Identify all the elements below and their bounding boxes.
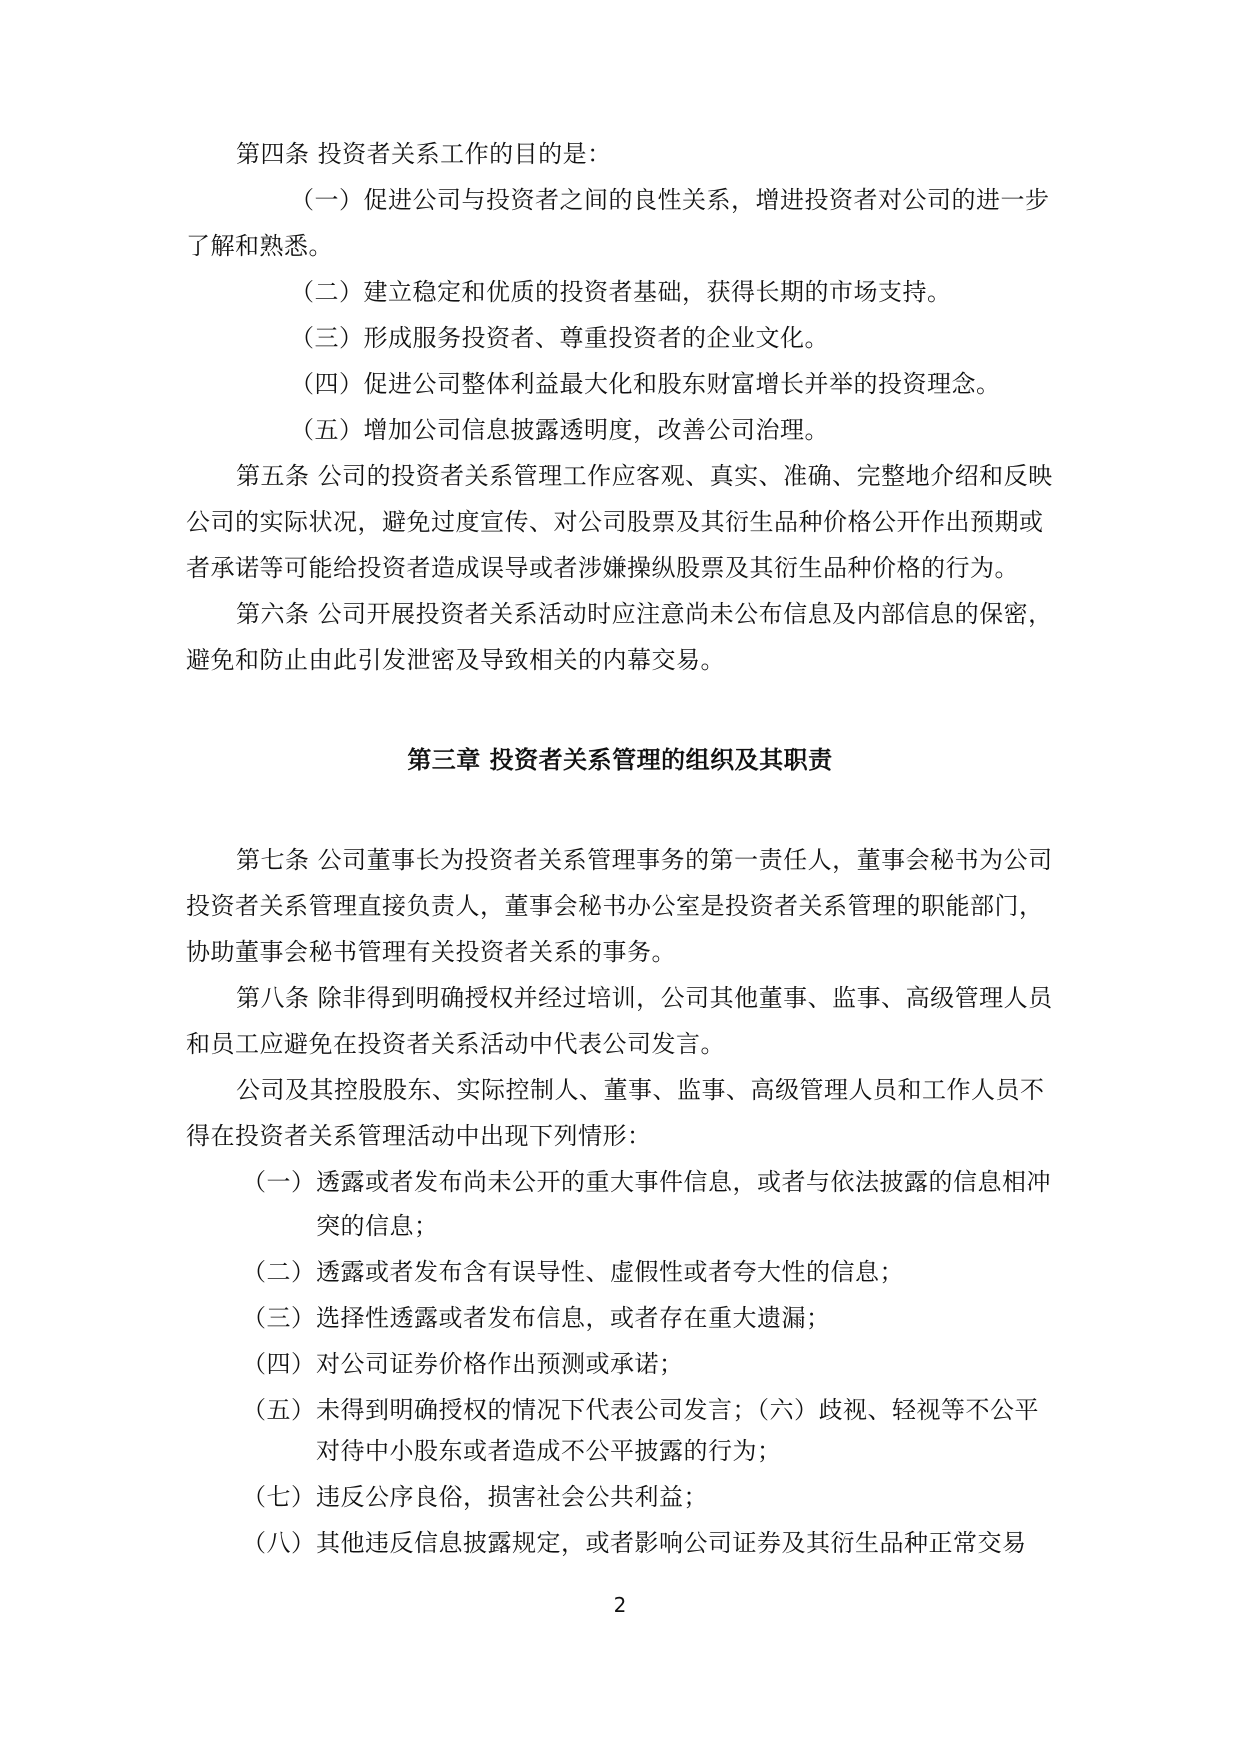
prohibition-item-number: （七）	[242, 1483, 316, 1511]
article8-line1: 第八条 除非得到明确授权并经过培训，公司其他董事、监事、高级管理人员	[236, 984, 1053, 1012]
prohibition-item-text: 透露或者发布尚未公开的重大事件信息，或者与依法披露的信息相冲	[316, 1168, 1051, 1196]
article4-item2: （二）建立稳定和优质的投资者基础，获得长期的市场支持。	[290, 278, 952, 306]
prohibition-item-text: 对公司证券价格作出预测或承诺；	[316, 1350, 684, 1378]
article4-item1-line2: 了解和熟悉。	[186, 232, 333, 260]
prohibition-item-text: 违反公序良俗，损害社会公共利益；	[316, 1483, 708, 1511]
article4-item5: （五）增加公司信息披露透明度，改善公司治理。	[290, 416, 829, 444]
article5-line1: 第五条 公司的投资者关系管理工作应客观、真实、准确、完整地介绍和反映	[236, 462, 1053, 490]
prohibition-item-number: （二）	[242, 1258, 316, 1286]
prohibition-item-text: 其他违反信息披露规定，或者影响公司证券及其衍生品种正常交易	[316, 1529, 1027, 1557]
article4-item1-line1: （一）促进公司与投资者之间的良性关系，增进投资者对公司的进一步	[290, 186, 1050, 214]
article7-line3: 协助董事会秘书管理有关投资者关系的事务。	[186, 938, 676, 966]
article5-line3: 者承诺等可能给投资者造成误导或者涉嫌操纵股票及其衍生品种价格的行为。	[186, 554, 1019, 582]
prohibition-item-text: 选择性透露或者发布信息，或者存在重大遗漏；	[316, 1304, 831, 1332]
article8-line2: 和员工应避免在投资者关系活动中代表公司发言。	[186, 1030, 725, 1058]
article4-title: 第四条 投资者关系工作的目的是：	[236, 140, 612, 168]
prohibition-item-number: （五）	[242, 1396, 316, 1424]
prohibitions-intro-line1: 公司及其控股股东、实际控制人、董事、监事、高级管理人员和工作人员不	[236, 1076, 1045, 1104]
page-number: 2	[613, 1593, 627, 1617]
article5-line2: 公司的实际状况，避免过度宣传、对公司股票及其衍生品种价格公开作出预期或	[186, 508, 1044, 536]
prohibition-item-text-cont: 突的信息；	[316, 1212, 439, 1240]
prohibition-item-number: （三）	[242, 1304, 316, 1332]
article7-line2: 投资者关系管理直接负责人，董事会秘书办公室是投资者关系管理的职能部门，	[186, 892, 1044, 920]
prohibition-item-text: 未得到明确授权的情况下代表公司发言；（六）歧视、轻视等不公平	[316, 1396, 1039, 1424]
prohibition-item-number: （八）	[242, 1529, 316, 1557]
article4-item3: （三）形成服务投资者、尊重投资者的企业文化。	[290, 324, 829, 352]
prohibitions-intro-line2: 得在投资者关系管理活动中出现下列情形：	[186, 1122, 652, 1150]
article4-item4: （四）促进公司整体利益最大化和股东财富增长并举的投资理念。	[290, 370, 1001, 398]
prohibition-item-number: （一）	[242, 1168, 316, 1196]
prohibition-item-number: （四）	[242, 1350, 316, 1378]
chapter3-heading: 第三章 投资者关系管理的组织及其职责	[407, 746, 833, 774]
prohibition-item-text-cont: 对待中小股东或者造成不公平披露的行为；	[316, 1437, 782, 1465]
prohibition-item-text: 透露或者发布含有误导性、虚假性或者夸大性的信息；	[316, 1258, 904, 1286]
article6-line1: 第六条 公司开展投资者关系活动时应注意尚未公布信息及内部信息的保密，	[236, 600, 1053, 628]
article7-line1: 第七条 公司董事长为投资者关系管理事务的第一责任人，董事会秘书为公司	[236, 846, 1053, 874]
article6-line2: 避免和防止由此引发泄密及导致相关的内幕交易。	[186, 646, 725, 674]
